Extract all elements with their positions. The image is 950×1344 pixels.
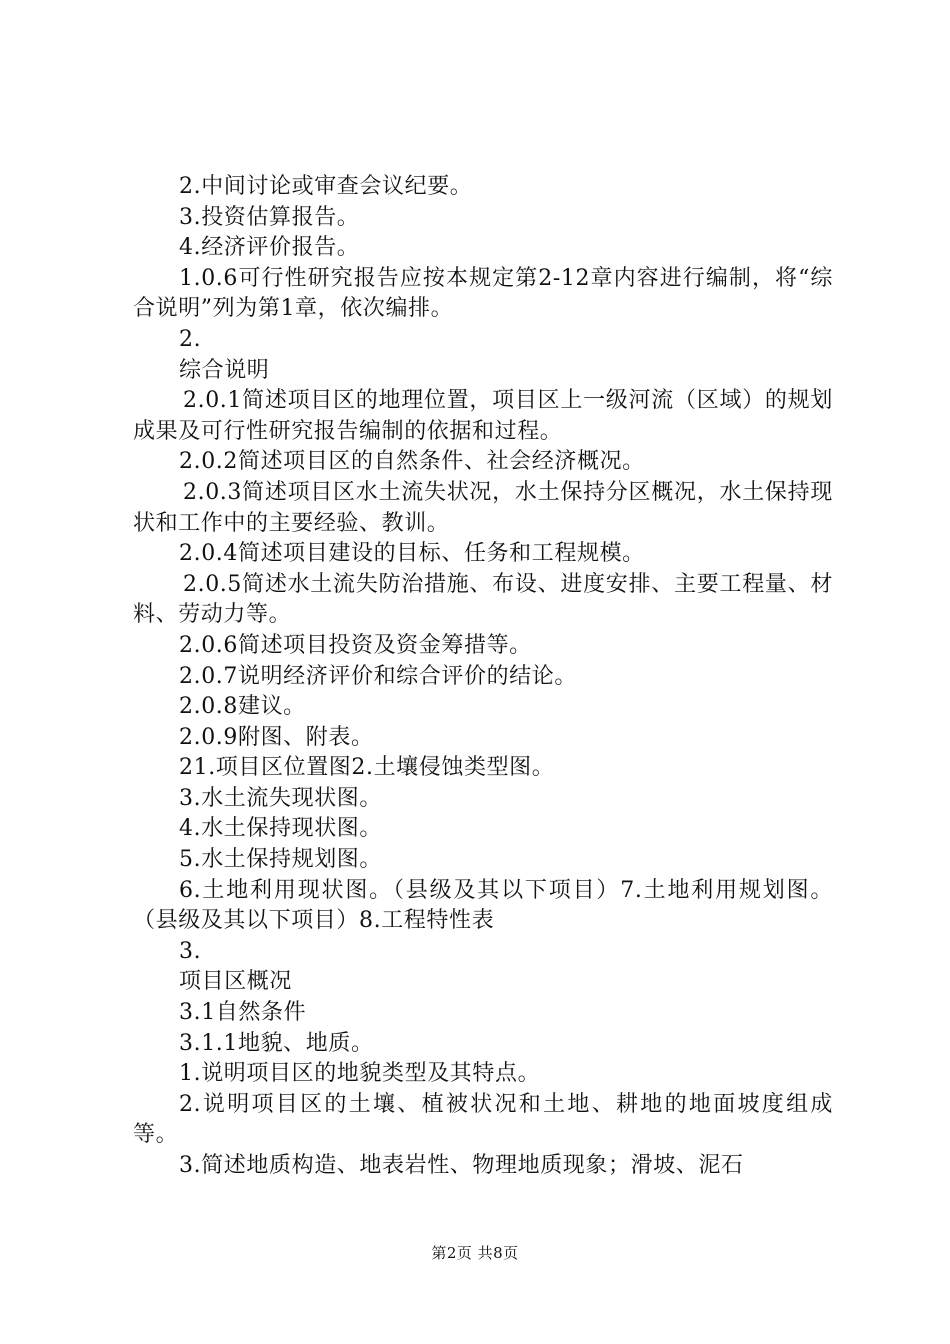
chapter-3-title: 项目区概况: [179, 969, 293, 995]
paragraph-investment-estimate: 3.投资估算报告。: [179, 204, 360, 230]
chapter-2-title: 综合说明: [179, 357, 270, 383]
paragraph-landform-types: 1.说明项目区的地貌类型及其特点。: [179, 1061, 541, 1087]
paragraph-2-0-4: 2.0.4简述项目建设的目标、任务和工程规模。: [179, 541, 645, 567]
paragraph-2-0-3: 2.0.3简述项目区水土流失状况，水土保持分区概况，水土保持现状和工作中的主要经验、教训。: [133, 479, 833, 536]
list-item-conservation-status-map: 4.水土保持现状图。: [179, 816, 382, 842]
paragraph-2-0-5: 2.0.5简述水土流失防治措施、布设、进度安排、主要工程量、材料、劳动力等。: [133, 571, 833, 628]
section-3-1-heading: 3.1自然条件: [179, 1000, 307, 1026]
list-item-land-use-maps: 6.土地利用现状图。（县级及其以下项目）7.土地利用规划图。（县级及其以下项目）8.工程特性表: [133, 877, 833, 934]
page-footer: 第2页 共8页: [431, 1244, 519, 1262]
paragraph-2-0-2: 2.0.2简述项目区的自然条件、社会经济概况。: [179, 449, 645, 475]
document-body: [133, 172, 833, 1182]
list-item-erosion-status-map: 3.水土流失现状图。: [179, 785, 382, 811]
paragraph-2-0-7: 2.0.7说明经济评价和综合评价的结论。: [179, 663, 577, 689]
list-item-location-map: 21.项目区位置图2.土壤侵蚀类型图。: [179, 755, 555, 781]
list-item-conservation-plan-map: 5.水土保持规划图。: [179, 847, 382, 873]
paragraph-soil-vegetation: 2.说明项目区的土壤、植被状况和土地、耕地的地面坡度组成等。: [133, 1091, 833, 1148]
paragraph-2-0-9: 2.0.9附图、附表。: [179, 724, 374, 750]
paragraph-meeting-minutes: 2.中间讨论或审查会议纪要。: [179, 174, 473, 199]
paragraph-2-0-6: 2.0.6简述项目投资及资金筹措等。: [179, 632, 532, 658]
paragraph-geology: 3.简述地质构造、地表岩性、物理地质现象；滑坡、泥石: [179, 1153, 744, 1178]
chapter-3-number: 3.: [179, 938, 202, 964]
paragraph-economic-evaluation: 4.经济评价报告。: [179, 235, 360, 261]
paragraph-1-0-6: 1.0.6可行性研究报告应按本规定第2-12章内容进行编制，将“综合说明”列为第1章，依次编排。: [133, 265, 833, 322]
section-3-1-1-heading: 3.1.1地貌、地质。: [179, 1030, 374, 1056]
chapter-2-number: 2.: [179, 326, 202, 352]
paragraph-2-0-8: 2.0.8建议。: [179, 694, 306, 720]
paragraph-2-0-1: 2.0.1简述项目区的地理位置，项目区上一级河流（区域）的规划成果及可行性研究报告编制的依据和过程。: [133, 388, 833, 444]
